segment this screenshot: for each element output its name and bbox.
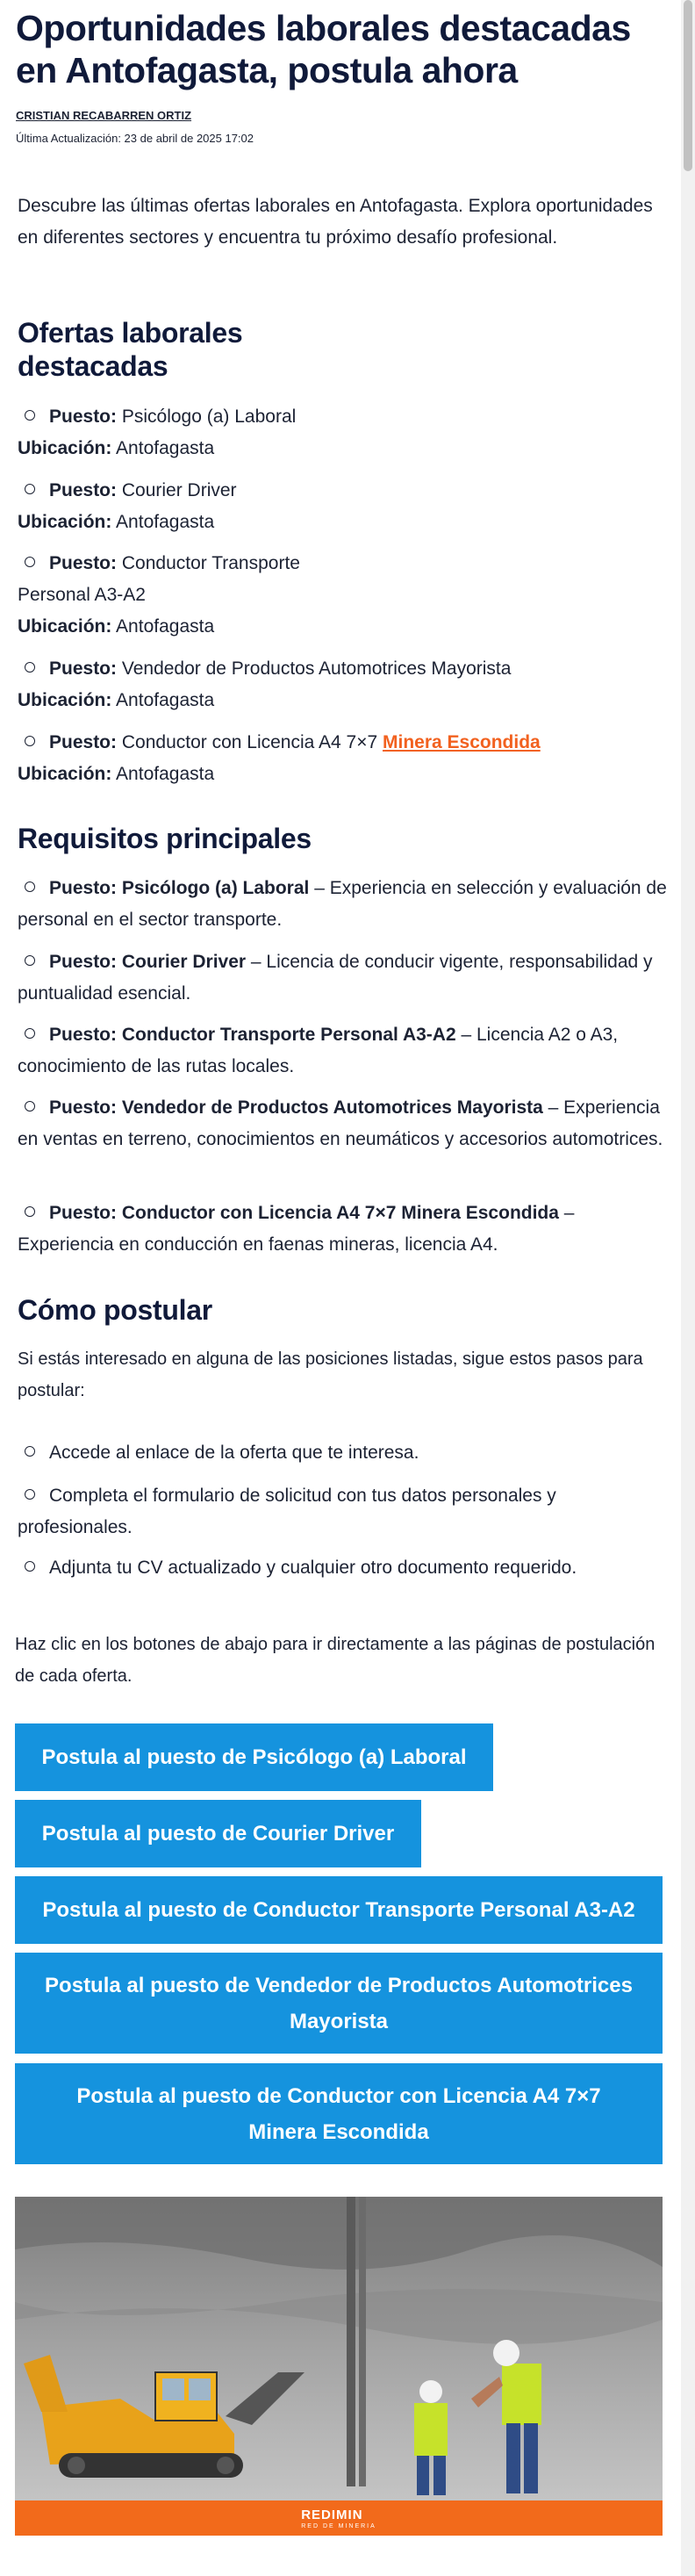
requirement-item (18, 1198, 667, 1261)
requirement-label: Puesto: Conductor con Licencia A4 7×7 Minera Escondida (49, 1203, 559, 1223)
how-to-apply-outro: Haz clic en los botones de abajo para ir directamente a las páginas de postulación de cada oferta. (15, 1635, 656, 1686)
requirement-item (18, 873, 667, 936)
step-text: Completa el formulario de solicitud con tus datos personales y profesionales. (18, 1486, 556, 1537)
bullet-icon (25, 1028, 35, 1039)
mining-scene-illustration (15, 2197, 663, 2500)
requirement-text: – Experiencia en conducción en faenas mineras, licencia A4. (18, 1203, 575, 1255)
step-text: Accede al enlace de la oferta que te interesa. (49, 1443, 419, 1463)
offer-item: Puesto: Conductor Transporte Personal A3-A2 Ubicación: Antofagasta (18, 548, 667, 643)
requirement-item (18, 946, 667, 1010)
bullet-icon (25, 955, 35, 966)
mining-hero-image (15, 2197, 663, 2536)
offers-heading-line2: destacadas (18, 350, 168, 382)
requirement-label: Puesto: Vendedor de Productos Automotrices Mayorista (49, 1097, 543, 1118)
bullet-icon (25, 1101, 35, 1112)
scrollbar-track[interactable] (681, 0, 695, 2576)
bullet-icon (25, 736, 35, 746)
bullet-icon (25, 484, 35, 494)
minera-escondida-link[interactable]: Minera Escondida (383, 732, 541, 752)
scrollbar-thumb[interactable] (684, 0, 692, 171)
offer-puesto: Psicólogo (a) Laboral (121, 407, 297, 427)
offer-puesto: Vendedor de Productos Automotrices Mayorista (121, 658, 512, 679)
offer-puesto: Conductor Transporte (121, 553, 300, 573)
requirement-label: Puesto: Psicólogo (a) Laboral (49, 878, 310, 898)
requirement-text: – Experiencia en ventas en terreno, conocimientos en neumáticos y accesorios automotrices. (18, 1097, 663, 1149)
offer-ubicacion: Antofagasta (116, 512, 215, 532)
offer-item: Puesto: Psicólogo (a) Laboral Ubicación: Antofagasta (18, 407, 297, 458)
bullet-icon (25, 881, 35, 892)
offer-ubicacion: Antofagasta (116, 764, 215, 784)
offer-ubicacion: Antofagasta (116, 690, 215, 710)
bullet-icon (25, 1561, 35, 1572)
last-updated: Última Actualización: 23 de abril de 2025 17:02 (16, 132, 254, 145)
apply-button-courier-driver[interactable]: Postula al puesto de Courier Driver (15, 1800, 421, 1867)
requirement-text: – Licencia de conducir vigente, responsabilidad y puntualidad esencial. (18, 952, 653, 1004)
apply-button-vendedor[interactable]: Postula al puesto de Vendedor de Productos Automotrices Mayorista (15, 1953, 663, 2054)
brand-band (15, 2500, 663, 2536)
intro-paragraph: Descubre las últimas ofertas laborales en Antofagasta. Explora oportunidades en diferentes sectores y encuentra tu próximo desafío profesional. (18, 196, 653, 248)
requirement-item (18, 1019, 667, 1083)
bullet-icon (25, 1446, 35, 1457)
offers-heading (18, 316, 242, 383)
step-item (18, 1552, 667, 1584)
article-title: Oportunidades laborales destacadas en Antofagasta, postula ahora (16, 8, 631, 90)
offer-puesto: Conductor con Licencia A4 7×7 (121, 732, 378, 752)
apply-button-psicologo[interactable]: Postula al puesto de Psicólogo (a) Laboral (15, 1723, 493, 1791)
step-item (18, 1437, 667, 1469)
author-link[interactable]: CRISTIAN RECABARREN ORTIZ (16, 109, 192, 122)
offers-heading-line1: Ofertas laborales (18, 317, 243, 349)
bullet-icon (25, 557, 35, 567)
step-item (18, 1480, 667, 1543)
offer-puesto: Courier Driver (121, 480, 237, 500)
apply-button-conductor-licencia[interactable]: Postula al puesto de Conductor con Licencia A4 7×7 Minera Escondida (15, 2063, 663, 2164)
requirement-label: Puesto: Courier Driver (49, 952, 247, 972)
apply-button-conductor-transporte[interactable]: Postula al puesto de Conductor Transporte Personal A3-A2 (15, 1876, 663, 1944)
requirement-label: Puesto: Conductor Transporte Personal A3-A2 (49, 1025, 456, 1045)
how-to-apply-heading: Cómo postular (18, 1294, 212, 1326)
offer-item: Puesto: Conductor con Licencia A4 7×7 Minera Escondida Ubicación: Antofagasta (18, 732, 541, 784)
redimin-logo: REDIMIN RED DE MINERIA (301, 2507, 376, 2529)
offer-puesto-continued: Personal A3-A2 (18, 585, 146, 605)
bullet-icon (25, 1206, 35, 1217)
requirements-heading: Requisitos principales (18, 823, 312, 854)
offer-item: Puesto: Vendedor de Productos Automotrices Mayorista Ubicación: Antofagasta (18, 658, 512, 710)
step-text: Adjunta tu CV actualizado y cualquier otro documento requerido. (49, 1558, 577, 1578)
offer-item: Puesto: Courier Driver Ubicación: Antofagasta (18, 480, 237, 532)
requirement-text: – Experiencia en selección y evaluación de personal en el sector transporte. (18, 878, 667, 930)
offer-ubicacion: Antofagasta (116, 438, 215, 458)
how-to-apply-intro: Si estás interesado en alguna de las posiciones listadas, sigue estos pasos para postular: (18, 1349, 643, 1400)
offer-ubicacion: Antofagasta (116, 616, 215, 637)
bullet-icon (25, 1489, 35, 1500)
bullet-icon (25, 410, 35, 421)
requirement-item (18, 1092, 667, 1155)
bullet-icon (25, 662, 35, 673)
requirement-text: – Licencia A2 o A3, conocimiento de las rutas locales. (18, 1025, 619, 1076)
